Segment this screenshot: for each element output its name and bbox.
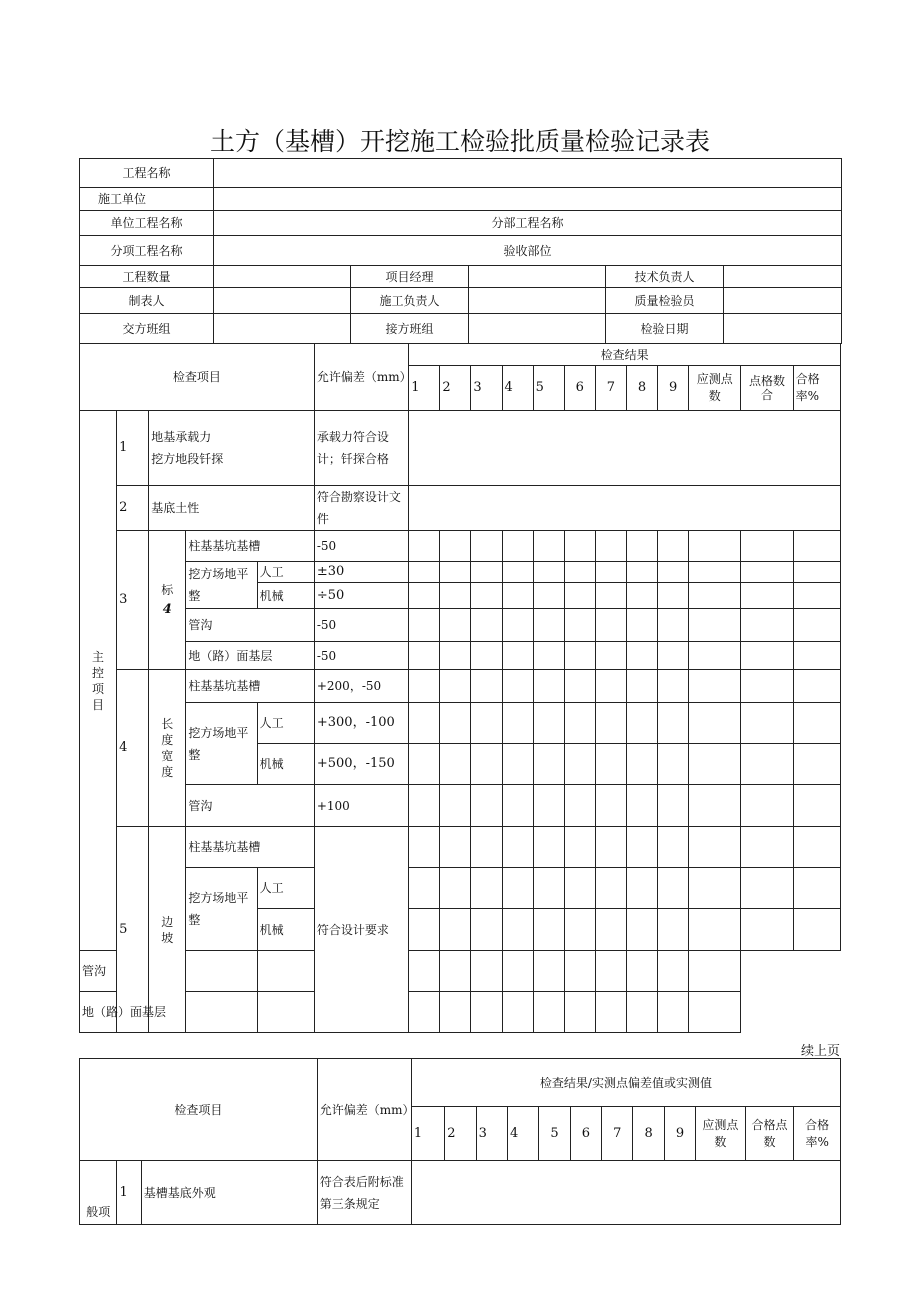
general-col-8: 8 [633,1107,664,1161]
general-result-header: 检查结果/实测点偏差值或实测值 [411,1059,840,1107]
cell[interactable] [533,992,564,1033]
row5-pit: 柱基基坑基槽 [186,827,315,868]
quality-inspector-value[interactable] [724,288,842,314]
row3-road: 地（路）面基层 [186,642,315,670]
cell[interactable] [658,785,689,827]
cell[interactable] [502,642,533,670]
col-7: 7 [595,366,626,411]
row3-manual: 人工 [257,562,314,583]
cell[interactable] [689,531,741,562]
row4-manual: 人工 [257,703,314,744]
general-col-2: 2 [445,1107,476,1161]
cell[interactable] [626,785,657,827]
cell[interactable] [502,827,533,868]
cell[interactable] [741,785,793,827]
cell[interactable] [440,951,471,992]
cell[interactable] [658,827,689,868]
page-title: 土方（基槽）开挖施工检验批质量检验记录表 [209,127,710,156]
general-inspect-item-header: 检查项目 [80,1059,318,1161]
cell[interactable] [440,531,471,562]
general-should-count-header: 应测点数 [696,1107,746,1161]
continued-label: 续上页 [800,1044,840,1059]
cell[interactable] [533,670,564,703]
cell[interactable] [471,951,502,992]
row1-name-a: 地基承载力 [151,430,212,444]
row1-name-b: 挖方地段钎探 [151,452,224,466]
row2-tolerance: 符合勘察设计文件 [314,486,408,531]
general-col-6: 6 [570,1107,601,1161]
cell[interactable] [409,909,440,951]
col-2: 2 [440,366,471,411]
cell[interactable] [502,909,533,951]
cell[interactable] [658,531,689,562]
row3-machine-tolerance: ÷50 [314,583,408,609]
cell[interactable] [471,992,502,1033]
row3-level: 挖方场地平整 [186,562,257,609]
inspect-item-header: 检查项目 [80,344,315,411]
cell[interactable] [689,609,741,642]
row5-level: 挖方场地平整 [186,868,257,951]
cell[interactable] [658,951,689,992]
cell[interactable] [595,583,626,609]
cell[interactable] [658,562,689,583]
cell[interactable] [658,868,689,909]
cell[interactable] [793,642,840,670]
row4-number: 4 [117,670,149,827]
cell[interactable] [689,642,741,670]
cell[interactable] [440,562,471,583]
cell[interactable] [471,868,502,909]
row3-pipe-tolerance: -50 [314,609,408,642]
project-manager-value[interactable] [469,266,606,288]
row3-road-tolerance: -50 [314,642,408,670]
row2-name: 基底土性 [149,486,315,531]
cell[interactable] [626,827,657,868]
cell[interactable] [440,827,471,868]
cell[interactable] [793,785,840,827]
cell[interactable] [471,909,502,951]
cell[interactable] [471,744,502,785]
main-control-group-label: 主控项目 [80,411,117,951]
general-row1-tolerance: 符合表后附标准第三条规定 [317,1161,411,1225]
cell[interactable] [533,642,564,670]
cell[interactable] [595,609,626,642]
cell[interactable] [533,609,564,642]
cell[interactable] [741,609,793,642]
cell[interactable] [564,670,595,703]
col-4: 4 [502,366,533,411]
cell[interactable] [741,562,793,583]
main-control-table [79,343,841,1033]
cell[interactable] [689,951,741,992]
cell[interactable] [595,951,626,992]
maker-value[interactable] [214,288,351,314]
cell[interactable] [409,785,440,827]
row3-number: 3 [117,531,149,670]
cell[interactable] [626,744,657,785]
row2-number: 2 [117,486,149,531]
cell[interactable] [533,827,564,868]
general-row1-number: 1 [117,1161,141,1225]
inspection-date-label: 检验日期 [606,314,724,344]
cell[interactable] [658,583,689,609]
cell[interactable] [595,992,626,1033]
cell[interactable] [793,909,840,951]
cell[interactable] [564,531,595,562]
cell[interactable] [595,703,626,744]
cell[interactable] [793,744,840,785]
cell[interactable] [564,992,595,1033]
cell[interactable] [440,609,471,642]
cell[interactable] [409,642,440,670]
row4-pit-tolerance: +200，-50 [314,670,408,703]
cell[interactable] [533,531,564,562]
cell[interactable] [409,868,440,909]
cell[interactable] [533,562,564,583]
cell[interactable] [502,951,533,992]
receiving-team-label: 接方班组 [351,314,469,344]
quantity-value[interactable] [214,266,351,288]
cell[interactable] [741,642,793,670]
row1-tolerance: 承载力符合设计；钎探合格 [314,411,408,486]
row4-pit: 柱基基坑基槽 [186,670,315,703]
row4-machine-tolerance: +500，-150 [314,744,408,785]
cell[interactable] [440,670,471,703]
cell[interactable] [741,583,793,609]
general-items-table [79,1058,841,1225]
cell[interactable] [626,609,657,642]
cell[interactable] [793,562,840,583]
cell[interactable] [409,827,440,868]
cell[interactable] [502,531,533,562]
row3-manual-tolerance: ±30 [314,562,408,583]
cell[interactable] [409,609,440,642]
handover-team-value[interactable] [214,314,351,344]
general-col-5: 5 [539,1107,570,1161]
cell[interactable] [595,827,626,868]
row1-name [149,411,315,486]
pass-count-header: 点格数合 [741,366,793,411]
acceptance-part-label: 验收部位 [214,236,842,266]
cell[interactable] [409,531,440,562]
cell[interactable] [409,670,440,703]
cell[interactable] [689,562,741,583]
cell[interactable] [626,531,657,562]
cell[interactable] [564,909,595,951]
cell[interactable] [440,703,471,744]
cell[interactable] [502,670,533,703]
cell[interactable] [257,992,314,1033]
cell[interactable] [533,583,564,609]
cell[interactable] [741,744,793,785]
cell[interactable] [626,703,657,744]
cell[interactable] [533,909,564,951]
cell[interactable] [533,785,564,827]
row3-label [149,531,186,670]
header-table [79,158,842,344]
cell[interactable] [564,583,595,609]
cell[interactable] [689,744,741,785]
inspection-date-value[interactable] [724,314,842,344]
handover-team-label: 交方班组 [80,314,214,344]
cell[interactable] [440,583,471,609]
row5-number: 5 [117,827,149,1033]
cell[interactable] [689,785,741,827]
construction-leader-label: 施工负责人 [351,288,469,314]
cell[interactable] [440,868,471,909]
cell[interactable] [793,868,840,909]
cell[interactable] [793,583,840,609]
cell[interactable] [626,583,657,609]
cell[interactable] [564,951,595,992]
cell[interactable] [689,992,741,1033]
cell[interactable] [471,703,502,744]
cell[interactable] [741,868,793,909]
col-9: 9 [658,366,689,411]
cell[interactable] [741,703,793,744]
row4-pipe: 管沟 [186,785,315,827]
row3-pit: 柱基基坑基槽 [186,531,315,562]
cell[interactable] [595,562,626,583]
cell[interactable] [564,642,595,670]
sub-project-label: 分部工程名称 [214,211,842,236]
cell[interactable] [440,785,471,827]
cell[interactable] [626,642,657,670]
cell[interactable] [533,868,564,909]
cell[interactable] [741,670,793,703]
cell[interactable] [741,909,793,951]
cell[interactable] [409,583,440,609]
cell[interactable] [409,562,440,583]
cell[interactable] [595,744,626,785]
row5-label: 边坡 [149,827,186,1033]
cell[interactable] [689,703,741,744]
cell[interactable] [502,992,533,1033]
cell[interactable] [471,670,502,703]
row5-tolerance: 符合设计要求 [314,827,408,1033]
cell[interactable] [626,868,657,909]
cell[interactable] [626,562,657,583]
row3-machine: 机械 [257,583,314,609]
project-manager-label: 项目经理 [351,266,469,288]
cell[interactable] [793,703,840,744]
item-project-label: 分项工程名称 [80,236,214,266]
cell[interactable] [440,909,471,951]
construction-leader-value[interactable] [469,288,606,314]
cell[interactable] [440,744,471,785]
cell[interactable] [564,703,595,744]
row3-pit-tolerance: -50 [314,531,408,562]
tech-leader-value[interactable] [724,266,842,288]
cell[interactable] [626,951,657,992]
row5-pipe: 管沟 [80,951,149,992]
maker-label: 制表人 [80,288,214,314]
project-name-label: 工程名称 [80,159,214,188]
cell[interactable] [502,583,533,609]
cell[interactable] [502,609,533,642]
cell[interactable] [658,703,689,744]
cell[interactable] [658,744,689,785]
receiving-team-value[interactable] [469,314,606,344]
row4-manual-tolerance: +300，-100 [314,703,408,744]
cell[interactable] [595,531,626,562]
col-3: 3 [471,366,502,411]
cell[interactable] [595,670,626,703]
construction-unit-value[interactable] [214,188,842,211]
col-6: 6 [564,366,595,411]
cell[interactable] [564,562,595,583]
cell[interactable] [595,868,626,909]
cell[interactable] [793,531,840,562]
cell[interactable] [658,909,689,951]
cell[interactable] [793,670,840,703]
row4-label: 长度宽度 [149,670,186,827]
cell[interactable] [595,909,626,951]
cell[interactable] [502,703,533,744]
cell[interactable] [793,827,840,868]
cell[interactable] [533,951,564,992]
cell[interactable] [689,827,741,868]
pass-rate-header: 合格率% [793,366,840,411]
general-col-1: 1 [411,1107,444,1161]
cell[interactable] [440,642,471,670]
cell[interactable] [471,531,502,562]
cell[interactable] [502,744,533,785]
cell[interactable] [502,785,533,827]
general-group-label: 般项 [80,1161,117,1225]
row4-level: 挖方场地平整 [186,703,257,785]
general-col-4: 4 [507,1107,538,1161]
row5-road: 地（路）面基层 [80,992,149,1033]
tolerance-header: 允许偏差（mm） [314,344,408,411]
cell[interactable] [595,642,626,670]
cell[interactable] [533,703,564,744]
row1-number: 1 [117,411,149,486]
result-header: 检查结果 [409,344,841,366]
cell[interactable] [658,992,689,1033]
cell[interactable] [502,868,533,909]
tech-leader-label: 技术负责人 [606,266,724,288]
cell[interactable] [471,827,502,868]
row4-machine: 机械 [257,744,314,785]
row2-results[interactable] [409,486,841,531]
project-name-value[interactable] [214,159,842,188]
cell[interactable] [564,785,595,827]
row3-label-b: 4 [162,602,172,617]
cell[interactable] [409,992,440,1033]
col-5: 5 [533,366,564,411]
cell[interactable] [409,951,440,992]
cell[interactable] [471,583,502,609]
general-pass-rate-header: 合格率% [794,1107,841,1161]
row5-manual: 人工 [257,868,314,909]
cell[interactable] [409,744,440,785]
cell[interactable] [186,992,257,1033]
general-col-7: 7 [602,1107,633,1161]
cell[interactable] [793,609,840,642]
row3-label-a: 标 [161,583,174,597]
quality-inspector-label: 质量检验员 [606,288,724,314]
cell[interactable] [658,670,689,703]
row4-pipe-tolerance: +100 [314,785,408,827]
cell[interactable] [689,868,741,909]
cell[interactable] [564,868,595,909]
cell[interactable] [564,744,595,785]
cell[interactable] [626,992,657,1033]
cell[interactable] [689,670,741,703]
cell[interactable] [626,670,657,703]
cell[interactable] [409,703,440,744]
general-tolerance-header: 允许偏差（mm） [317,1059,411,1161]
quantity-label: 工程数量 [80,266,214,288]
general-col-3: 3 [476,1107,507,1161]
cell[interactable] [471,642,502,670]
row1-results[interactable] [409,411,841,486]
col-8: 8 [626,366,657,411]
cell[interactable] [689,909,741,951]
general-row1-results[interactable] [411,1161,840,1225]
construction-unit-label: 施工单位 [80,188,214,211]
cell[interactable] [658,609,689,642]
row3-pipe: 管沟 [186,609,315,642]
unit-project-label: 单位工程名称 [80,211,214,236]
cell[interactable] [595,785,626,827]
cell[interactable] [533,744,564,785]
cell[interactable] [689,583,741,609]
general-col-9: 9 [664,1107,695,1161]
general-row1-name: 基槽基底外观 [141,1161,317,1225]
row5-machine: 机械 [257,909,314,951]
col-1: 1 [409,366,440,411]
cell[interactable] [502,562,533,583]
cell[interactable] [471,785,502,827]
cell[interactable] [564,609,595,642]
cell[interactable] [440,992,471,1033]
cell[interactable] [564,827,595,868]
cell[interactable] [626,909,657,951]
general-pass-count-header: 合格点数 [745,1107,794,1161]
should-count-header: 应测点数 [689,366,741,411]
cell[interactable] [471,562,502,583]
cell[interactable] [186,951,257,992]
cell[interactable] [257,951,314,992]
cell[interactable] [741,531,793,562]
cell[interactable] [658,642,689,670]
cell[interactable] [741,827,793,868]
cell[interactable] [471,609,502,642]
